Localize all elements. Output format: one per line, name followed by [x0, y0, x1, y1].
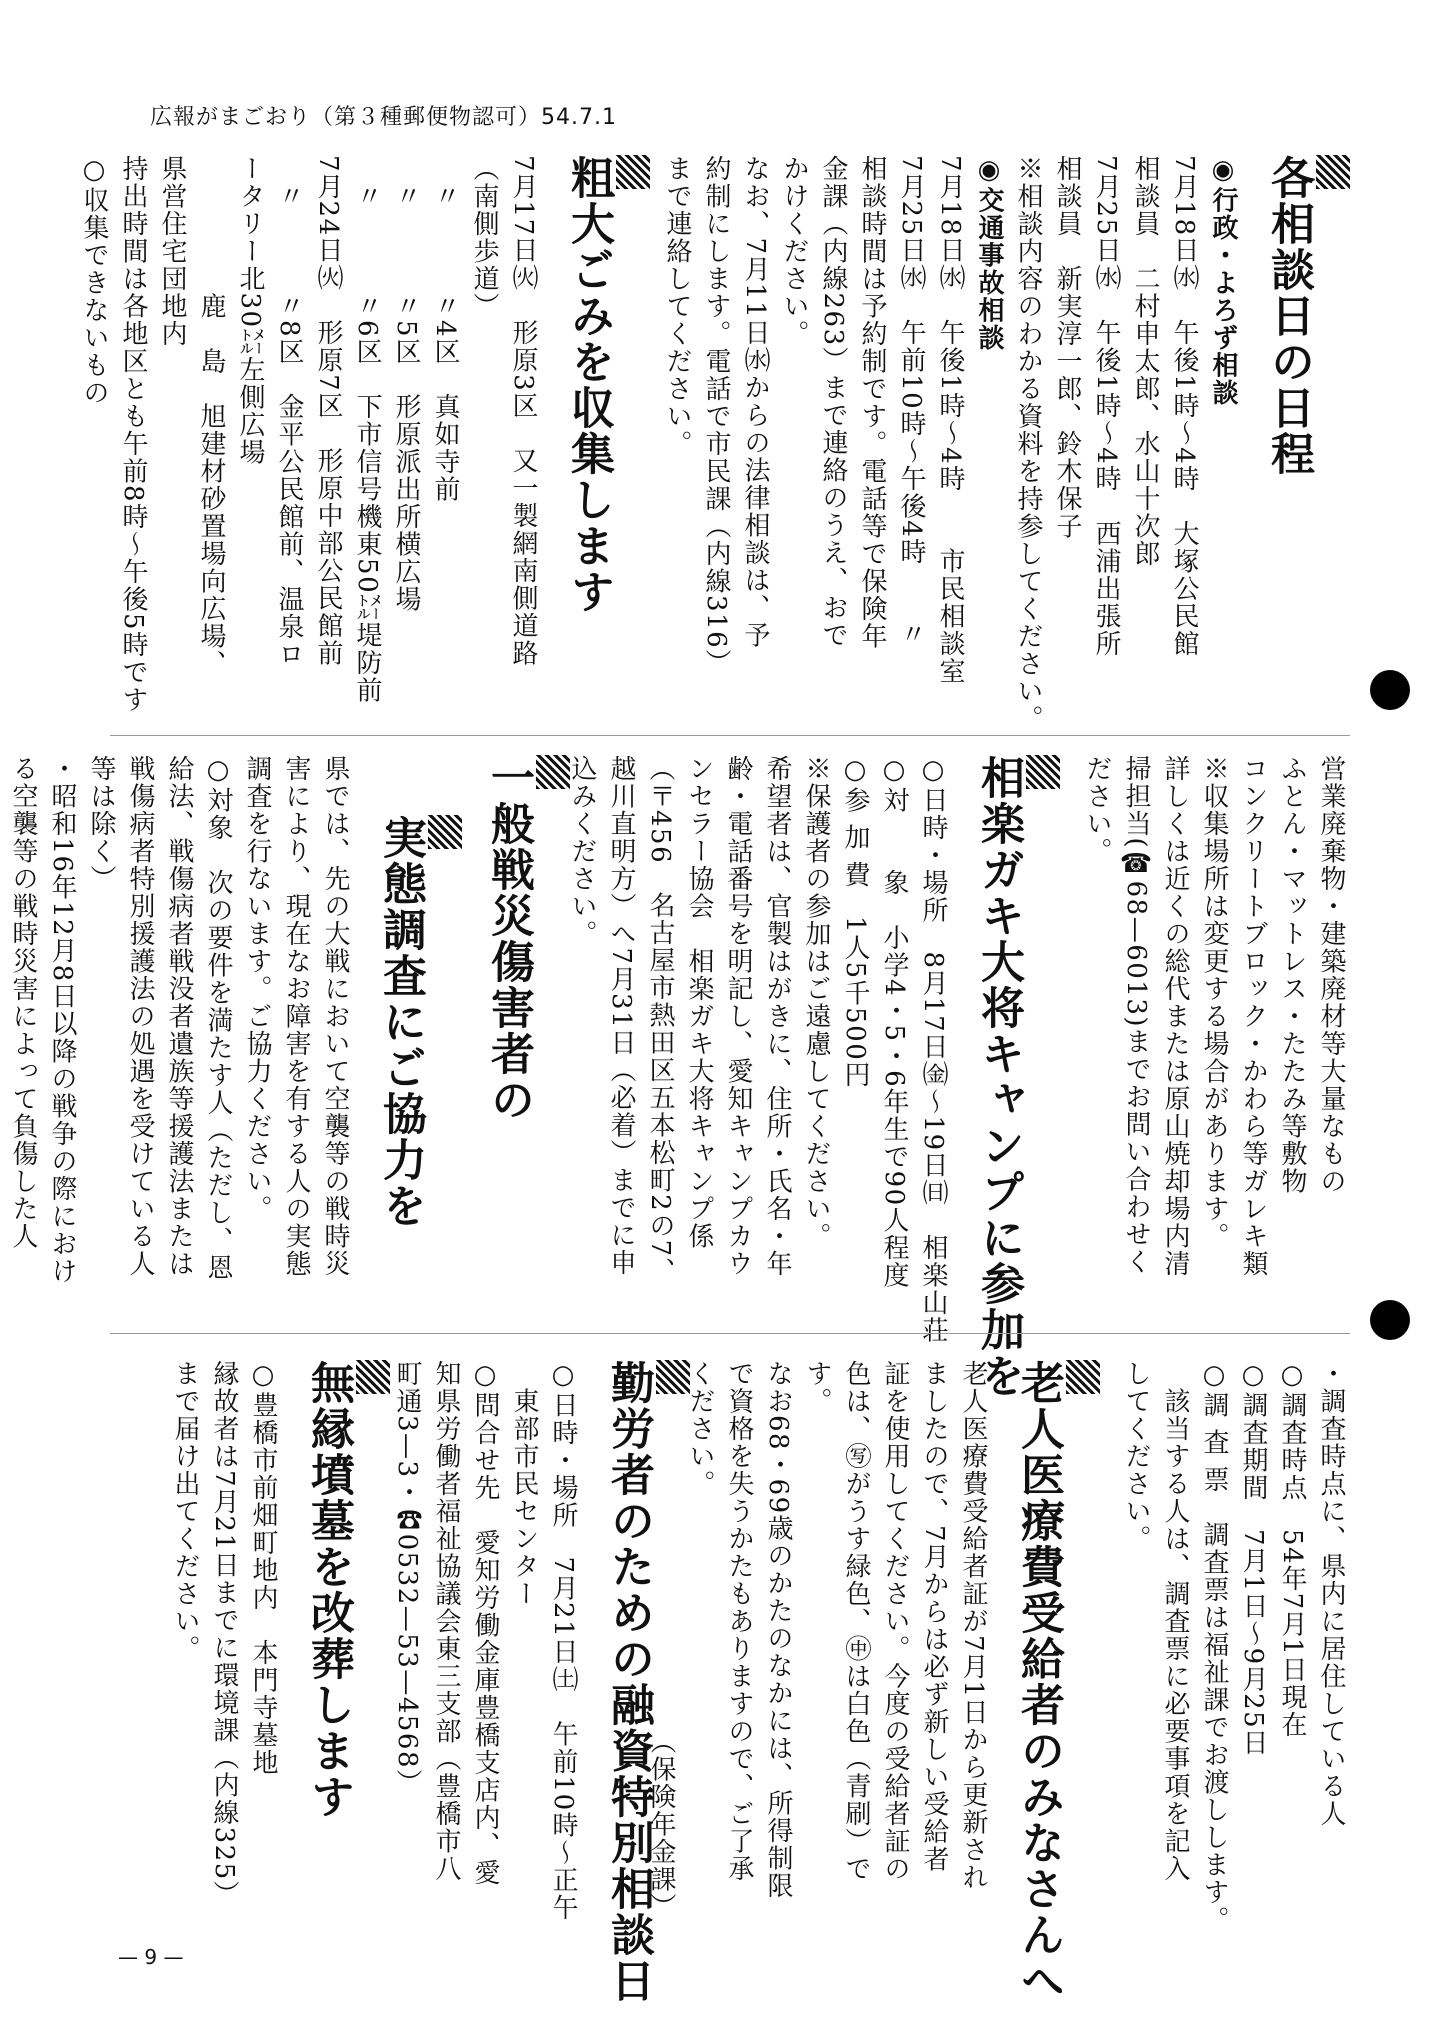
body-line: 〃 〃6区 下市信号機東50㍍堤防前	[352, 155, 382, 705]
body-line: 鹿 島 旭建材砂置場向広場、県営住宅団地内	[157, 155, 226, 678]
section-divider	[110, 1333, 1350, 1334]
subheading-gyosei: ◉行政・よろず相談	[1208, 155, 1238, 407]
article-loan-consultation	[387, 1360, 690, 2004]
article-title: 各相談日の日程	[1260, 155, 1350, 725]
body-line: ○参 加 費 1人5千500円	[840, 755, 870, 1089]
article-camp	[562, 755, 1060, 1399]
body-line: 詳しくは近くの総代または原山焼却場内清掃担当(☎68—6013)までお問い合わせください。	[1082, 755, 1190, 1278]
body-line: コンクリートブロック・かわら等ガレキ類	[1238, 755, 1268, 1278]
article-body	[165, 1360, 282, 1920]
article-title-line2: 実態調査にご協力を	[375, 815, 426, 1229]
body-line: ○豊橋市前畑町地内 本門寺墓地	[248, 1360, 278, 1777]
article-title: 老人医療費受給者のみなさんへ	[1010, 1360, 1100, 1920]
article-bulky-waste	[74, 155, 650, 725]
article-body	[0, 755, 354, 1315]
body-line: 相談員 二村申太郎、水山十次郎	[1130, 155, 1160, 568]
body-line: なお68・69歳のかたのなかには、所得制限で資格を失うかたもありますので、ご了承ください。	[685, 1360, 793, 1900]
tier-3	[110, 1360, 1350, 2004]
article-body	[74, 155, 542, 725]
tier-1	[79, 155, 1350, 733]
body-line: ○調査期間 7月1日～9月25日	[1238, 1360, 1268, 1757]
body-line: ※収集場所は変更する場合があります。	[1199, 755, 1229, 1250]
body-line: ○対象 次の要件を満たす人（ただし、恩給法、戦傷病者戦没者遺族等援護法または戦傷病者特別援護法の処遇を受けている人等は除く）	[86, 755, 233, 1282]
body-line: ○収集できないもの	[79, 155, 109, 407]
article-title: 勤労者のための融資特別相談日	[600, 1360, 690, 1920]
body-line: 〃 〃4区 真如寺前	[430, 155, 460, 504]
article-elderly-medical	[641, 1360, 1100, 2004]
page-number: — 9 —	[118, 1945, 184, 1969]
body-line: ・調査時点に、県内に居住している人	[1316, 1360, 1346, 1828]
article-title-2	[372, 755, 462, 1315]
binding-hole-icon	[1370, 670, 1410, 710]
body-line: ※保護者の参加はご遠慮してください。	[801, 755, 831, 1250]
article-title: 粗大ごみを収集します	[560, 155, 650, 725]
subheading-traffic: ◉交通事故相談	[974, 155, 1004, 352]
body-line: 相談時間は予約制です。電話等で保険年金課（内線263）まで連絡のうえ、おでかけください。	[779, 155, 887, 650]
body-line: ○調 査 票 調査票は福祉課でお渡しします。	[1199, 1360, 1229, 1934]
article-grave-relocation	[165, 1360, 390, 1920]
body-line: ○日時・場所 7月21日㈯ 午前10時～正午	[548, 1360, 578, 1922]
body-line: 7月25日㈬ 午前10時～午後4時 〃	[896, 155, 926, 649]
article-body	[387, 1360, 582, 1920]
body-line: 〃 〃8区 金平公民館前、温泉ロータリー北30㍍左側広場	[235, 155, 304, 669]
body-line: ○日時・場所 8月17日㈮～19日㈰ 相楽山荘	[918, 755, 948, 1345]
article-consultation-schedule	[657, 155, 1350, 733]
body-line: ※相談内容のわかる資料を持参してください。	[1013, 155, 1043, 733]
body-line: ・昭和16年12月8日以降の戦争の際における空襲等の戦時災害によって負傷した人	[8, 755, 77, 1286]
article-body	[1077, 755, 1350, 1315]
body-line: 縁故者は7月21日までに環境課（内線325）まで届け出てください。	[170, 1360, 239, 1896]
article-body	[562, 755, 952, 1345]
body-line: 県では、先の大戦において空襲等の戦時災害により、現在なお障害を有する人の実態調査を行ないます。ご協力ください。	[242, 755, 350, 1278]
tier-2	[8, 755, 1350, 1399]
binding-hole-icon	[1370, 1300, 1410, 1340]
article-title-line1: 一般戦災傷害者の	[483, 755, 534, 1123]
body-line: （保険年金課）	[646, 1727, 676, 1920]
article-body	[657, 155, 1242, 733]
article-war-damage-survey-cont	[1116, 1360, 1350, 1934]
body-line: 〃 〃5区 形原派出所横広場	[391, 155, 421, 614]
body-line: 希望者は、官製はがきに、住所・氏名・年齢・電話番号を明記し、愛知キャンプカウンセラー協会 相楽ガキ大将キャンプ係（〒456 名古屋市熱田区五本松町2の7、越川直明方）へ7月31日（必着）までに申込みください。	[567, 755, 792, 1286]
article-title	[480, 755, 570, 1315]
article-body	[641, 1360, 992, 1920]
body-line: 持出時間は各地区とも午前8時～午後5時です	[118, 155, 148, 714]
body-line: 営業廃棄物・建築廃材等大量なもの	[1316, 755, 1346, 1195]
body-line: なお、7月11日㈬からの法律相談は、予約制にします。電話で市民課（内線316）まで連絡してください。	[662, 155, 770, 664]
body-line: 該当する人は、調査票に必要事項を記入してください。	[1121, 1360, 1190, 1883]
body-line: 7月18日㈬ 午後1時～4時 大塚公民館	[1169, 155, 1199, 658]
body-line: ○調査時点 54年7月1日現在	[1277, 1360, 1307, 1739]
body-line: 東部市民センター	[509, 1360, 539, 1608]
body-line: 7月17日㈫ 形原3区 又一製網南側道路（南側歩道）	[469, 155, 538, 668]
body-line: 老人医療費受給者証が7月1日から更新されましたので、7月からは必ず新しい受給者証を使用してください。今度の受給者証の色は、㊢がうす緑色、㊥は白色（青刷）です。	[802, 1360, 988, 1892]
body-line: 相談員 新実淳一郎、鈴木保子	[1052, 155, 1082, 540]
body-line: 7月24日㈫ 形原7区 形原中部公民館前	[313, 155, 343, 668]
section-divider	[110, 735, 1350, 736]
newsletter-header: 広報がまごおり（第３種郵便物認可）54.7.1	[150, 105, 617, 130]
article-war-damage-survey	[0, 755, 570, 1315]
body-line: 7月18日㈬ 午後1時～4時 市民相談室	[935, 155, 965, 686]
body-line: ○問合せ先 愛知労働金庫豊橋支店内、愛知県労働者福祉協議会東三支部（豊橋市八町通3—3・☎0532—53—4568）	[392, 1360, 500, 1887]
body-line: 7月25日㈬ 午後1時～4時 西浦出張所	[1091, 155, 1121, 658]
article-body	[1116, 1360, 1350, 1934]
article-bulky-waste-cont	[1077, 755, 1350, 1315]
body-line: ふとん・マットレス・たたみ等敷物	[1277, 755, 1307, 1195]
article-title: 無縁墳墓を改葬します	[300, 1360, 390, 1920]
body-line: ○対 象 小学4・5・6年生で90人程度	[879, 755, 909, 1290]
article-title: 相楽ガキ大将キャンプに参加を	[970, 755, 1060, 1315]
